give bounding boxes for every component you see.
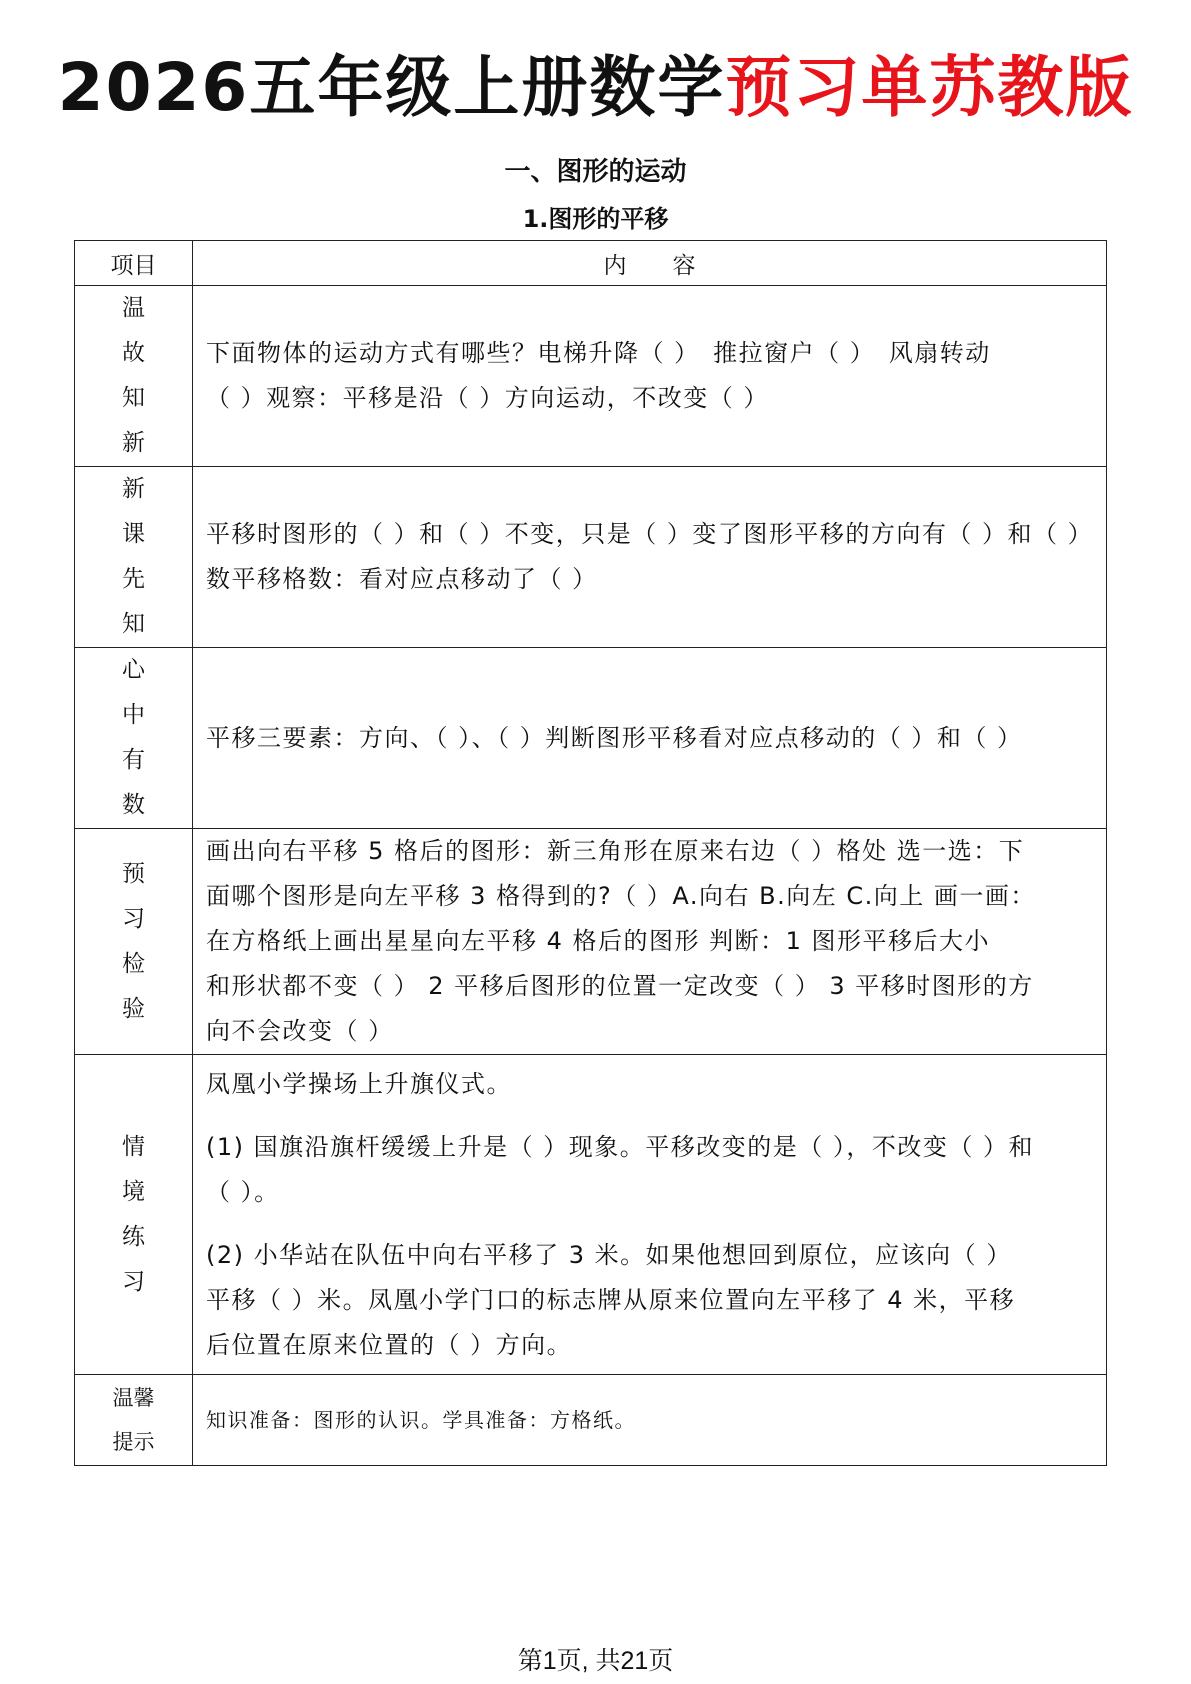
- table-row: [75, 1055, 1107, 1375]
- content-line: 和形状都不变（ ） 2 平移后图形的位置一定改变（ ） 3 平移时图形的方: [206, 972, 1034, 1000]
- row-label-tips: 温馨 提示: [75, 1375, 193, 1466]
- content-line: 画出向右平移 5 格后的图形：新三角形在原来右边（ ）格处 选一选：下: [206, 837, 1025, 865]
- row-label-summary: 心 中 有 数: [75, 648, 193, 829]
- row-content-review: [193, 286, 1107, 467]
- row-label-check: 预 习 检 验: [75, 829, 193, 1055]
- table-row: [75, 1375, 1107, 1466]
- title-edition-part: 预习单苏教版: [725, 49, 1134, 126]
- content-line: 平移时图形的（ ）和（ ）不变，只是（ ）变了图形平移的方向有（ ）和（ ）: [206, 520, 1094, 548]
- content-line: （ ）观察：平移是沿（ ）方向运动，不改变（ ）: [206, 384, 769, 412]
- row-label-practice: 情 境 练 习: [75, 1055, 193, 1375]
- content-line: 向不会改变（ ）: [206, 1017, 394, 1045]
- row-content-summary: [193, 648, 1107, 829]
- practice-intro: 凤凰小学操场上升旗仪式。: [206, 1069, 512, 1098]
- practice-q2-line: 后位置在原来位置的（ ）方向。: [206, 1330, 573, 1359]
- page-number: 第1页, 共21页: [517, 1647, 674, 1675]
- table-row: [75, 648, 1107, 829]
- preview-table: [74, 240, 1107, 1466]
- chapter-title: 一、图形的运动: [504, 157, 687, 187]
- header-item: 项目: [75, 241, 193, 286]
- table-row: [75, 467, 1107, 648]
- practice-q2-line: (2) 小华站在队伍中向右平移了 3 米。如果他想回到原位，应该向（ ）: [206, 1240, 1012, 1269]
- content-line: 在方格纸上画出星星向左平移 4 格后的图形 判断：1 图形平移后大小: [206, 927, 991, 955]
- row-content-preview: [193, 467, 1107, 648]
- row-label-preview: 新 课 先 知: [75, 467, 193, 648]
- content-line: 平移三要素：方向、（ ）、（ ）判断图形平移看对应点移动的（ ）和（ ）: [206, 723, 1023, 752]
- section-title: 1.图形的平移: [522, 205, 669, 233]
- table-header-row: [75, 241, 1107, 286]
- document-title: [0, 40, 1191, 136]
- table-row: [75, 286, 1107, 467]
- practice-q1-line: （ ）。: [206, 1177, 280, 1206]
- title-grade-part: 2026五年级上册数学: [57, 49, 726, 126]
- row-content-tips: [193, 1375, 1107, 1466]
- content-line: 数平移格数：看对应点移动了（ ）: [206, 565, 598, 593]
- practice-q1-line: (1) 国旗沿旗杆缓缓上升是（ ）现象。平移改变的是（ ），不改变（ ）和: [206, 1132, 1035, 1161]
- practice-q2-line: 平移（ ）米。凤凰小学门口的标志牌从原来位置向左平移了 4 米，平移: [206, 1285, 1016, 1314]
- header-content: 内 容: [193, 241, 1107, 286]
- content-line: 知识准备：图形的认识。学具准备：方格纸。: [206, 1407, 636, 1432]
- content-line: 下面物体的运动方式有哪些？电梯升降（ ） 推拉窗户（ ） 风扇转动: [206, 339, 991, 367]
- row-content-practice: [193, 1055, 1107, 1375]
- table-row: [75, 829, 1107, 1055]
- content-line: 面哪个图形是向左平移 3 格得到的?（ ）A.向右 B.向左 C.向上 画一画：: [206, 882, 1036, 910]
- row-content-check: [193, 829, 1107, 1055]
- row-label-review: 温 故 知 新: [75, 286, 193, 467]
